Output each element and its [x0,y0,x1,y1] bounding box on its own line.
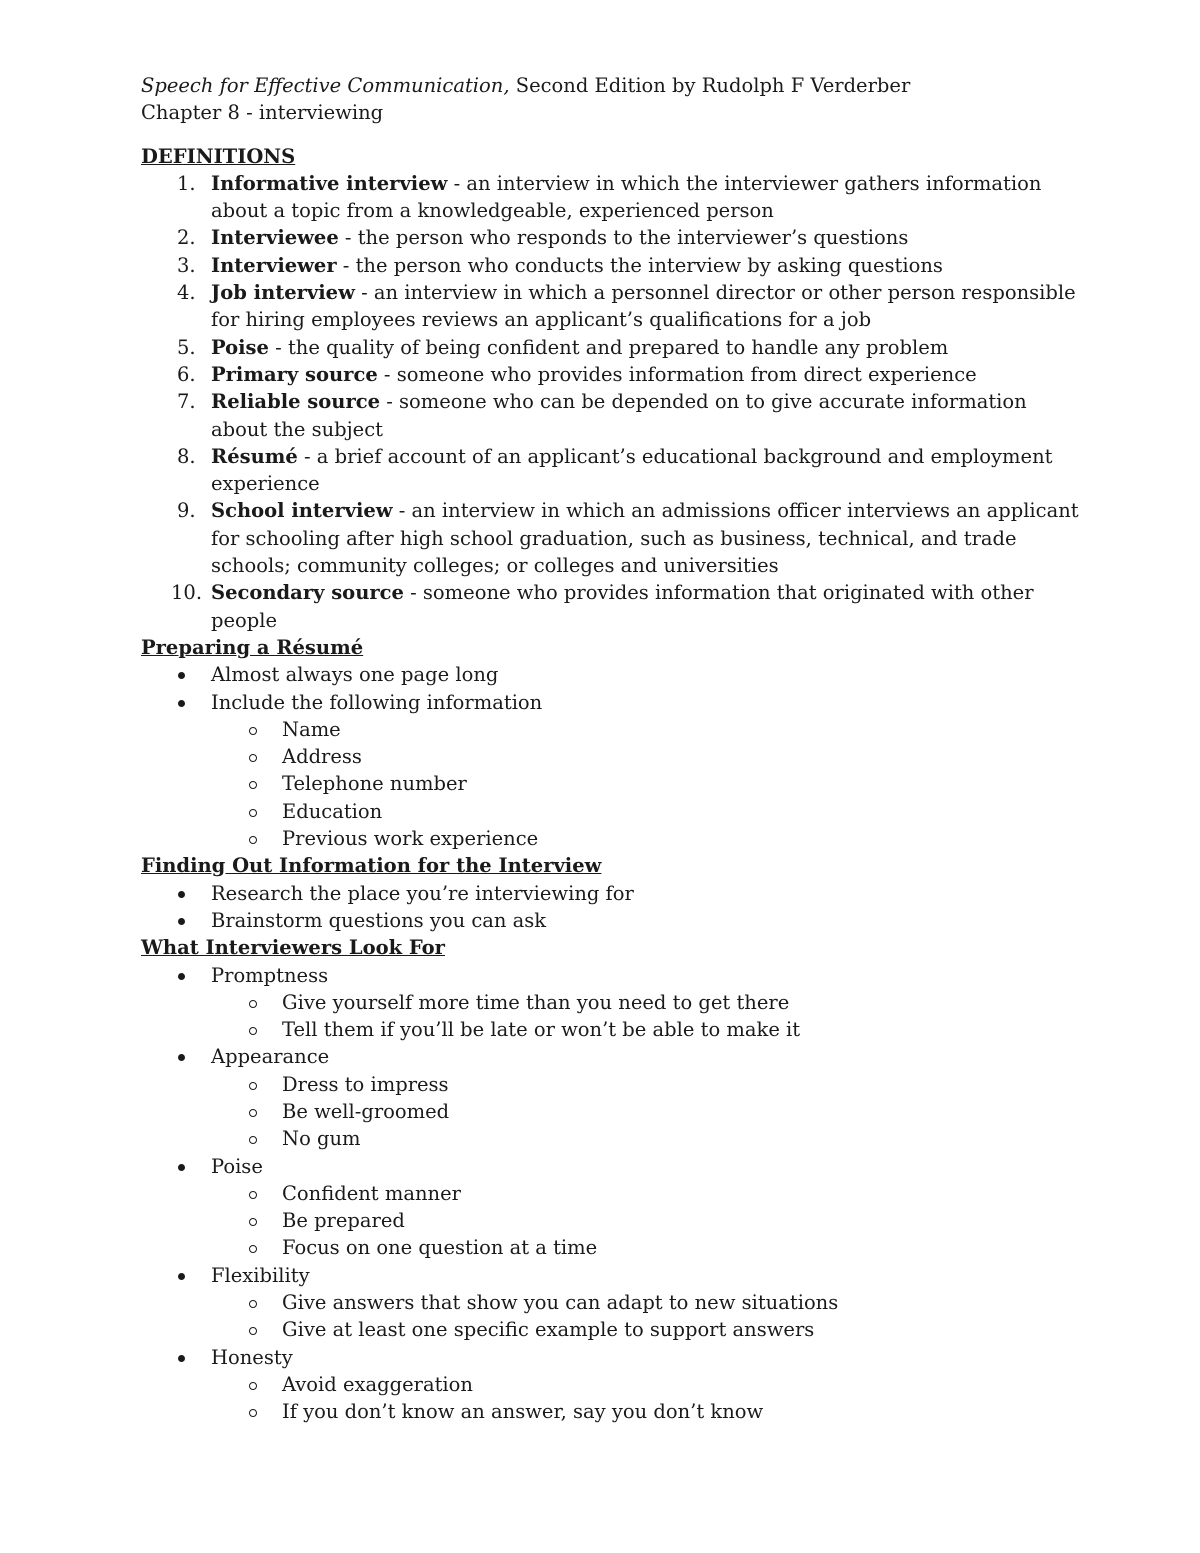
definition-term: Job interview [211,281,355,305]
definition-item [141,361,1081,388]
circle-bullet-icon [249,1218,257,1226]
bullet-text: Honesty [211,1345,293,1369]
sub-bullet-item [211,1234,1081,1261]
look-for-list [141,962,1081,1426]
definitions-list [141,170,1081,634]
bullet-dot-icon [178,672,185,679]
definition-text: - the person who conducts the interview by asking questions [336,253,943,277]
definition-number: 7. [177,390,196,414]
circle-bullet-icon [249,754,257,762]
sub-bullet-item [211,1207,1081,1234]
sub-bullet-text: Be well-groomed [282,1099,450,1123]
definition-item [141,252,1081,279]
bullet-item [141,880,1081,907]
look-for-heading: What Interviewers Look For [141,936,445,960]
circle-bullet-icon [249,727,257,735]
bullet-item [141,1153,1081,1262]
bullet-item [141,1262,1081,1344]
bullet-dot-icon [178,973,185,980]
definition-item [141,224,1081,251]
sub-bullet-list [211,1371,1081,1426]
book-citation [141,72,1081,99]
bullet-item [141,1344,1081,1426]
definition-number: 8. [177,444,196,468]
bullet-dot-icon [178,1164,185,1171]
bullet-item [141,962,1081,1044]
definition-term: School interview [211,499,393,523]
definition-number: 5. [177,335,196,359]
circle-bullet-icon [249,781,257,789]
sub-bullet-item [211,1398,1081,1425]
book-title: Speech for Effective Communication, [141,74,510,97]
sub-bullet-item [211,825,1081,852]
circle-bullet-icon [249,1136,257,1144]
bullet-dot-icon [178,1355,185,1362]
sub-bullet-text: Name [282,717,341,741]
bullet-text: Research the place you’re interviewing for [211,881,634,905]
definition-number: 3. [177,253,196,277]
sub-bullet-item [211,1098,1081,1125]
definition-number: 4. [177,281,196,305]
sub-bullet-text: Education [282,799,383,823]
sub-bullet-list [211,1289,1081,1344]
definition-number: 1. [177,171,196,195]
definition-term: Reliable source [211,390,381,414]
bullet-item [141,1043,1081,1152]
bullet-text: Flexibility [211,1263,310,1287]
definition-item [141,279,1081,334]
definition-item [141,497,1081,579]
bullet-dot-icon [178,891,185,898]
definition-item [141,579,1081,634]
definition-number: 10. [171,581,203,605]
sub-bullet-list [211,1071,1081,1153]
bullet-dot-icon [178,700,185,707]
document-page [141,72,1081,1426]
circle-bullet-icon [249,1300,257,1308]
bullet-item [141,907,1081,934]
definition-item [141,443,1081,498]
sub-bullet-item [211,1125,1081,1152]
bullet-text: Poise [211,1154,263,1178]
sub-bullet-item [211,1071,1081,1098]
circle-bullet-icon [249,1245,257,1253]
definition-term: Poise [211,335,269,359]
definition-item [141,334,1081,361]
circle-bullet-icon [249,809,257,817]
sub-bullet-text: Telephone number [282,772,467,796]
definition-text: - an interview in which an admissions officer interviews an applicant for schooling after high school graduation, such as business, technical, and trade schools; community colleges; or colleges and universities [211,499,1079,578]
definition-term: Interviewer [211,253,337,277]
bullet-item [141,661,1081,688]
definitions-heading: DEFINITIONS [141,144,296,168]
definition-number: 2. [177,226,196,250]
sub-bullet-item [211,770,1081,797]
sub-bullet-text: Be prepared [282,1209,405,1233]
circle-bullet-icon [249,836,257,844]
circle-bullet-icon [249,1191,257,1199]
bullet-dot-icon [178,918,185,925]
circle-bullet-icon [249,1327,257,1335]
circle-bullet-icon [249,1382,257,1390]
sub-bullet-text: Give yourself more time than you need to get there [282,990,790,1014]
sub-bullet-item [211,989,1081,1016]
bullet-text: Promptness [211,963,329,987]
bullet-dot-icon [178,1054,185,1061]
sub-bullet-text: Give at least one specific example to support answers [282,1318,815,1342]
definition-item [141,388,1081,443]
sub-bullet-text: Avoid exaggeration [282,1372,473,1396]
circle-bullet-icon [249,1409,257,1417]
bullet-text: Almost always one page long [211,663,499,687]
definition-text: - someone who can be depended on to give accurate information about the subject [211,390,1027,441]
definition-term: Résumé [211,444,298,468]
sub-bullet-text: Dress to impress [282,1072,449,1096]
resume-list [141,661,1081,852]
finding-info-heading: Finding Out Information for the Interview [141,854,602,878]
definition-text: - someone who provides information from direct experience [377,362,977,386]
sub-bullet-text: Focus on one question at a time [282,1236,598,1260]
sub-bullet-text: No gum [282,1127,361,1151]
definition-text: - someone who provides information that originated with other people [211,581,1034,632]
definition-item [141,170,1081,225]
definition-text: - the person who responds to the interviewer’s questions [338,226,909,250]
sub-bullet-item [211,743,1081,770]
book-edition-author: Second Edition by Rudolph F Verderber [509,74,911,97]
sub-bullet-list [211,989,1081,1044]
circle-bullet-icon [249,1109,257,1117]
bullet-text: Brainstorm questions you can ask [211,908,547,932]
bullet-text: Include the following information [211,690,543,714]
definition-term: Interviewee [211,226,339,250]
sub-bullet-item [211,1371,1081,1398]
definition-text: - a brief account of an applicant’s educational background and employment experience [211,444,1053,496]
definition-term: Informative interview [211,171,448,195]
sub-bullet-list [211,1180,1081,1262]
sub-bullet-list [211,716,1081,852]
sub-bullet-text: Tell them if you’ll be late or won’t be able to make it [282,1018,801,1042]
sub-bullet-item [211,1316,1081,1343]
resume-heading: Preparing a Résumé [141,635,364,659]
sub-bullet-item [211,716,1081,743]
sub-bullet-text: If you don’t know an answer, say you don’t know [282,1400,764,1424]
sub-bullet-item [211,1180,1081,1207]
sub-bullet-item [211,1289,1081,1316]
definition-text: - an interview in which a personnel director or other person responsible for hiring employees reviews an applicant’s qualifications for a job [211,281,1076,332]
circle-bullet-icon [249,1082,257,1090]
bullet-item [141,689,1081,853]
sub-bullet-text: Previous work experience [282,827,539,851]
bullet-text: Appearance [211,1045,330,1069]
definition-term: Secondary source [211,581,404,605]
definition-term: Primary source [211,362,378,386]
bullet-dot-icon [178,1273,185,1280]
sub-bullet-text: Give answers that show you can adapt to new situations [282,1291,839,1315]
definition-text: - an interview in which the interviewer gathers information about a topic from a knowledgeable, experienced person [211,171,1042,223]
definition-text: - the quality of being confident and prepared to handle any problem [268,335,949,359]
circle-bullet-icon [249,1000,257,1008]
definition-number: 6. [177,362,196,386]
circle-bullet-icon [249,1027,257,1035]
sub-bullet-text: Confident manner [282,1181,461,1205]
finding-info-list [141,880,1081,935]
sub-bullet-item [211,1016,1081,1043]
chapter-title: Chapter 8 - interviewing [141,101,384,125]
definition-number: 9. [177,499,196,523]
sub-bullet-item [211,798,1081,825]
sub-bullet-text: Address [282,745,362,769]
